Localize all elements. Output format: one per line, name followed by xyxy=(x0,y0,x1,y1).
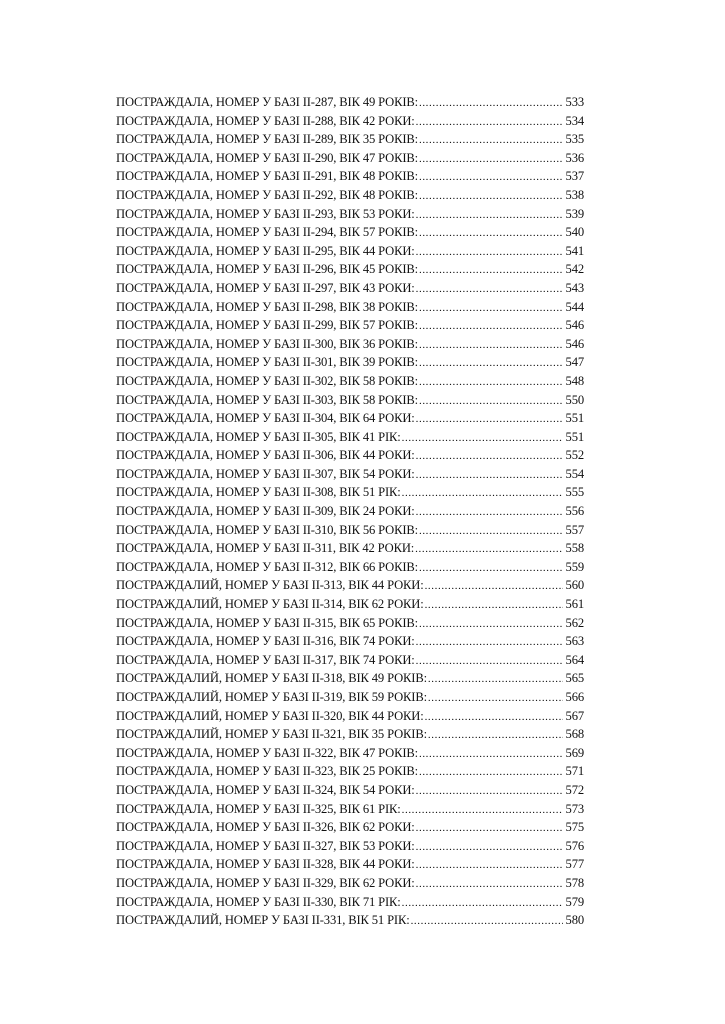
toc-entry-page-number: 573 xyxy=(565,801,584,816)
toc-entry-title: ПОСТРАЖДАЛА, НОМЕР У БАЗІ ІІ-324, ВІК 54 РОКИ: xyxy=(116,782,415,797)
dot-leader xyxy=(416,283,563,295)
dot-leader xyxy=(416,246,563,258)
toc-entry-title: ПОСТРАЖДАЛИЙ, НОМЕР У БАЗІ ІІ-319, ВІК 59 РОКІВ: xyxy=(116,690,427,704)
toc-entry-page-number: 577 xyxy=(565,857,584,872)
dot-leader xyxy=(411,915,563,927)
dot-leader xyxy=(419,766,563,778)
dot-leader xyxy=(416,450,563,462)
table-of-contents xyxy=(116,95,584,932)
toc-entry-page-number: 534 xyxy=(565,113,584,128)
toc-entry-title: ПОСТРАЖДАЛА, НОМЕР У БАЗІ ІІ-294, ВІК 57 РОКІВ: xyxy=(116,225,418,240)
dot-leader xyxy=(416,636,563,648)
toc-entry-page-number: 560 xyxy=(565,578,584,593)
toc-entry-title: ПОСТРАЖДАЛИЙ, НОМЕР У БАЗІ ІІ-321, ВІК 35 РОКІВ: xyxy=(116,727,427,742)
toc-entry-title: ПОСТРАЖДАЛИЙ, НОМЕР У БАЗІ ІІ-320, ВІК 44 РОКИ: xyxy=(116,708,424,723)
toc-entry[interactable] xyxy=(116,504,584,523)
toc-entry-title: ПОСТРАЖДАЛА, НОМЕР У БАЗІ ІІ-329, ВІК 62 РОКИ: xyxy=(116,875,415,890)
toc-entry[interactable] xyxy=(116,746,584,765)
toc-entry-title: ПОСТРАЖДАЛА, НОМЕР У БАЗІ ІІ-325, ВІК 61 РІК: xyxy=(116,801,401,816)
toc-entry-page-number: 537 xyxy=(565,169,584,184)
toc-entry-title: ПОСТРАЖДАЛА, НОМЕР У БАЗІ ІІ-290, ВІК 47 РОКІВ: xyxy=(116,150,418,165)
dot-leader xyxy=(419,264,563,276)
toc-entry[interactable] xyxy=(116,95,584,114)
toc-entry-title: ПОСТРАЖДАЛА, НОМЕР У БАЗІ ІІ-289, ВІК 35 РОКІВ: xyxy=(116,132,418,147)
dot-leader xyxy=(419,227,563,239)
toc-entry[interactable] xyxy=(116,802,584,821)
dot-leader xyxy=(416,878,563,890)
dot-leader xyxy=(425,599,563,611)
dot-leader xyxy=(419,748,563,760)
toc-entry[interactable] xyxy=(116,151,584,170)
dot-leader xyxy=(419,525,563,537)
toc-entry-page-number: 541 xyxy=(565,243,584,258)
toc-entry-page-number: 540 xyxy=(565,225,584,240)
toc-entry-title: ПОСТРАЖДАЛА, НОМЕР У БАЗІ ІІ-306, ВІК 44 РОКИ: xyxy=(116,448,415,463)
toc-entry-page-number: 569 xyxy=(565,745,584,760)
toc-entry[interactable] xyxy=(116,690,584,709)
toc-entry-title: ПОСТРАЖДАЛА, НОМЕР У БАЗІ ІІ-327, ВІК 53 РОКИ: xyxy=(116,838,415,853)
toc-entry-title: ПОСТРАЖДАЛИЙ, НОМЕР У БАЗІ ІІ-314, ВІК 62 РОКИ: xyxy=(116,597,424,612)
toc-entry[interactable] xyxy=(116,374,584,393)
toc-entry-title: ПОСТРАЖДАЛА, НОМЕР У БАЗІ ІІ-304, ВІК 64 РОКИ: xyxy=(116,411,415,426)
toc-entry-page-number: 546 xyxy=(565,318,584,333)
toc-entry-page-number: 548 xyxy=(565,373,584,388)
toc-entry-page-number: 539 xyxy=(565,206,584,221)
toc-entry-page-number: 551 xyxy=(565,429,584,444)
toc-entry-page-number: 547 xyxy=(565,355,584,370)
toc-entry-title: ПОСТРАЖДАЛИЙ, НОМЕР У БАЗІ ІІ-313, ВІК 44 РОКИ: xyxy=(116,578,424,593)
toc-entry-page-number: 580 xyxy=(565,913,584,928)
dot-leader xyxy=(416,859,563,871)
toc-entry[interactable] xyxy=(116,318,584,337)
toc-entry-page-number: 538 xyxy=(565,187,584,202)
dot-leader xyxy=(419,562,563,574)
toc-entry-page-number: 562 xyxy=(565,615,584,630)
dot-leader xyxy=(402,804,563,816)
toc-entry-page-number: 559 xyxy=(565,559,584,574)
toc-entry-page-number: 556 xyxy=(565,504,584,519)
toc-entry-title: ПОСТРАЖДАЛА, НОМЕР У БАЗІ ІІ-330, ВІК 71 РІК: xyxy=(116,894,401,909)
toc-entry[interactable] xyxy=(116,895,584,914)
toc-entry-title: ПОСТРАЖДАЛА, НОМЕР У БАЗІ ІІ-297, ВІК 43 РОКИ: xyxy=(116,280,415,295)
toc-entry[interactable] xyxy=(116,709,584,728)
toc-entry-page-number: 561 xyxy=(565,597,584,612)
dot-leader xyxy=(416,822,563,834)
toc-entry[interactable] xyxy=(116,764,584,783)
toc-entry-title: ПОСТРАЖДАЛА, НОМЕР У БАЗІ ІІ-288, ВІК 42 РОКИ: xyxy=(116,113,415,128)
toc-entry-title: ПОСТРАЖДАЛА, НОМЕР У БАЗІ ІІ-298, ВІК 38 РОКІВ: xyxy=(116,299,418,314)
toc-entry-page-number: 554 xyxy=(565,466,584,481)
toc-entry[interactable] xyxy=(116,225,584,244)
toc-entry-title: ПОСТРАЖДАЛА, НОМЕР У БАЗІ ІІ-302, ВІК 58 РОКІВ: xyxy=(116,373,418,388)
dot-leader xyxy=(419,190,563,202)
toc-entry-page-number: 579 xyxy=(565,894,584,909)
dot-leader xyxy=(419,618,563,630)
toc-entry-page-number: 568 xyxy=(565,727,584,742)
toc-entry-page-number: 543 xyxy=(565,280,584,295)
toc-entry-page-number: 544 xyxy=(565,299,584,314)
toc-entry-title: ПОСТРАЖДАЛА, НОМЕР У БАЗІ ІІ-303, ВІК 58 РОКІВ: xyxy=(116,392,418,407)
toc-entry-title: ПОСТРАЖДАЛА, НОМЕР У БАЗІ ІІ-307, ВІК 54 РОКИ: xyxy=(116,466,415,481)
dot-leader xyxy=(419,339,563,351)
toc-entry-page-number: 565 xyxy=(565,671,584,686)
dot-leader xyxy=(402,897,563,909)
toc-entry[interactable] xyxy=(116,653,584,672)
toc-entry-page-number: 558 xyxy=(565,541,584,556)
toc-entry-page-number: 572 xyxy=(565,782,584,797)
toc-entry-title: ПОСТРАЖДАЛА, НОМЕР У БАЗІ ІІ-308, ВІК 51 РІК: xyxy=(116,485,401,500)
toc-entry[interactable] xyxy=(116,281,584,300)
toc-entry[interactable] xyxy=(116,578,584,597)
toc-entry-title: ПОСТРАЖДАЛА, НОМЕР У БАЗІ ІІ-323, ВІК 25 РОКІВ: xyxy=(116,764,418,779)
dot-leader xyxy=(416,209,563,221)
dot-leader xyxy=(419,395,563,407)
toc-entry-title: ПОСТРАЖДАЛА, НОМЕР У БАЗІ ІІ-317, ВІК 74 РОКИ: xyxy=(116,652,415,667)
toc-entry[interactable] xyxy=(116,671,584,690)
toc-entry-page-number: 550 xyxy=(565,392,584,407)
toc-entry[interactable] xyxy=(116,262,584,281)
dot-leader xyxy=(419,134,563,146)
dot-leader xyxy=(425,711,563,723)
toc-entry[interactable] xyxy=(116,207,584,226)
toc-entry[interactable] xyxy=(116,523,584,542)
toc-entry-page-number: 546 xyxy=(565,336,584,351)
dot-leader xyxy=(416,469,563,481)
toc-entry-page-number: 551 xyxy=(565,411,584,426)
dot-leader xyxy=(419,153,563,165)
dot-leader xyxy=(415,543,563,555)
dot-leader xyxy=(428,692,563,704)
toc-entry-page-number: 533 xyxy=(565,95,584,109)
toc-entry-page-number: 576 xyxy=(565,838,584,853)
toc-entry[interactable] xyxy=(116,393,584,412)
toc-entry-title: ПОСТРАЖДАЛА, НОМЕР У БАЗІ ІІ-326, ВІК 62 РОКИ: xyxy=(116,820,415,835)
toc-entry[interactable] xyxy=(116,634,584,653)
dot-leader xyxy=(419,171,563,183)
toc-entry-title: ПОСТРАЖДАЛА, НОМЕР У БАЗІ ІІ-322, ВІК 47 РОКІВ: xyxy=(116,745,418,760)
dot-leader xyxy=(419,357,563,369)
toc-entry-title: ПОСТРАЖДАЛА, НОМЕР У БАЗІ ІІ-309, ВІК 24 РОКИ: xyxy=(116,504,415,519)
toc-entry-title: ПОСТРАЖДАЛА, НОМЕР У БАЗІ ІІ-299, ВІК 57 РОКІВ: xyxy=(116,318,418,333)
toc-entry-page-number: 564 xyxy=(565,652,584,667)
dot-leader xyxy=(419,320,563,332)
dot-leader xyxy=(428,673,563,685)
toc-entry[interactable] xyxy=(116,132,584,151)
dot-leader xyxy=(428,729,563,741)
toc-entry[interactable] xyxy=(116,337,584,356)
dot-leader xyxy=(419,97,563,109)
toc-entry-page-number: 542 xyxy=(565,262,584,277)
toc-entry[interactable] xyxy=(116,839,584,858)
dot-leader xyxy=(416,116,563,128)
toc-entry-page-number: 578 xyxy=(565,875,584,890)
toc-entry[interactable] xyxy=(116,597,584,616)
toc-entry[interactable] xyxy=(116,244,584,263)
toc-entry[interactable] xyxy=(116,188,584,207)
toc-entry[interactable] xyxy=(116,913,584,932)
dot-leader xyxy=(416,506,563,518)
toc-entry-title: ПОСТРАЖДАЛА, НОМЕР У БАЗІ ІІ-301, ВІК 39 РОКІВ: xyxy=(116,355,418,370)
toc-entry-title: ПОСТРАЖДАЛИЙ, НОМЕР У БАЗІ ІІ-318, ВІК 49 РОКІВ: xyxy=(116,671,427,686)
toc-entry-page-number: 563 xyxy=(565,634,584,649)
toc-entry-page-number: 536 xyxy=(565,150,584,165)
toc-entry[interactable] xyxy=(116,876,584,895)
toc-entry[interactable] xyxy=(116,541,584,560)
toc-entry-title: ПОСТРАЖДАЛА, НОМЕР У БАЗІ ІІ-300, ВІК 36 РОКІВ: xyxy=(116,336,418,351)
toc-entry-page-number: 567 xyxy=(565,708,584,723)
toc-entry[interactable] xyxy=(116,430,584,449)
toc-entry[interactable] xyxy=(116,411,584,430)
dot-leader xyxy=(425,580,563,592)
toc-entry[interactable] xyxy=(116,467,584,486)
toc-entry[interactable] xyxy=(116,560,584,579)
toc-entry-title: ПОСТРАЖДАЛА, НОМЕР У БАЗІ ІІ-292, ВІК 48 РОКІВ: xyxy=(116,187,418,202)
toc-entry-page-number: 557 xyxy=(565,522,584,537)
toc-entry-title: ПОСТРАЖДАЛА, НОМЕР У БАЗІ ІІ-310, ВІК 56 РОКІВ: xyxy=(116,522,418,537)
toc-entry-title: ПОСТРАЖДАЛИЙ, НОМЕР У БАЗІ ІІ-331, ВІК 51 РІК: xyxy=(116,913,410,928)
dot-leader xyxy=(419,302,563,314)
toc-entry[interactable] xyxy=(116,114,584,133)
toc-entry-title: ПОСТРАЖДАЛА, НОМЕР У БАЗІ ІІ-305, ВІК 41 РІК: xyxy=(116,429,401,444)
dot-leader xyxy=(416,413,563,425)
toc-entry-title: ПОСТРАЖДАЛА, НОМЕР У БАЗІ ІІ-295, ВІК 44 РОКИ: xyxy=(116,243,415,258)
toc-entry[interactable] xyxy=(116,169,584,188)
toc-entry-title: ПОСТРАЖДАЛА, НОМЕР У БАЗІ ІІ-293, ВІК 53 РОКИ: xyxy=(116,206,415,221)
toc-entry[interactable] xyxy=(116,448,584,467)
toc-entry[interactable] xyxy=(116,820,584,839)
toc-entry-page-number: 571 xyxy=(565,764,584,779)
dot-leader xyxy=(419,376,563,388)
dot-leader xyxy=(416,785,563,797)
toc-entry-page-number: 535 xyxy=(565,132,584,147)
toc-entry-page-number: 575 xyxy=(565,820,584,835)
dot-leader xyxy=(416,655,563,667)
toc-entry[interactable] xyxy=(116,783,584,802)
toc-entry-title: ПОСТРАЖДАЛА, НОМЕР У БАЗІ ІІ-315, ВІК 65 РОКІВ: xyxy=(116,615,418,630)
toc-entry-title: ПОСТРАЖДАЛА, НОМЕР У БАЗІ ІІ-328, ВІК 44 РОКИ: xyxy=(116,857,415,872)
dot-leader xyxy=(402,432,563,444)
toc-entry[interactable] xyxy=(116,485,584,504)
toc-entry-title: ПОСТРАЖДАЛА, НОМЕР У БАЗІ ІІ-312, ВІК 66 РОКІВ: xyxy=(116,559,418,574)
toc-entry-title: ПОСТРАЖДАЛА, НОМЕР У БАЗІ ІІ-311, ВІК 42 РОКИ: xyxy=(116,541,415,556)
toc-entry-title: ПОСТРАЖДАЛА, НОМЕР У БАЗІ ІІ-316, ВІК 74 РОКИ: xyxy=(116,634,415,649)
toc-entry-page-number: 555 xyxy=(565,485,584,500)
toc-entry[interactable] xyxy=(116,355,584,374)
toc-entry-title: ПОСТРАЖДАЛА, НОМЕР У БАЗІ ІІ-291, ВІК 48 РОКІВ: xyxy=(116,169,418,184)
toc-entry[interactable] xyxy=(116,857,584,876)
dot-leader xyxy=(402,487,563,499)
toc-entry[interactable] xyxy=(116,727,584,746)
toc-entry-page-number: 566 xyxy=(565,690,584,704)
toc-entry[interactable] xyxy=(116,616,584,635)
toc-entry-page-number: 552 xyxy=(565,448,584,463)
dot-leader xyxy=(416,841,563,853)
toc-entry-title: ПОСТРАЖДАЛА, НОМЕР У БАЗІ ІІ-296, ВІК 45 РОКІВ: xyxy=(116,262,418,277)
toc-entry-title: ПОСТРАЖДАЛА, НОМЕР У БАЗІ ІІ-287, ВІК 49 РОКІВ: xyxy=(116,95,418,109)
toc-entry[interactable] xyxy=(116,300,584,319)
